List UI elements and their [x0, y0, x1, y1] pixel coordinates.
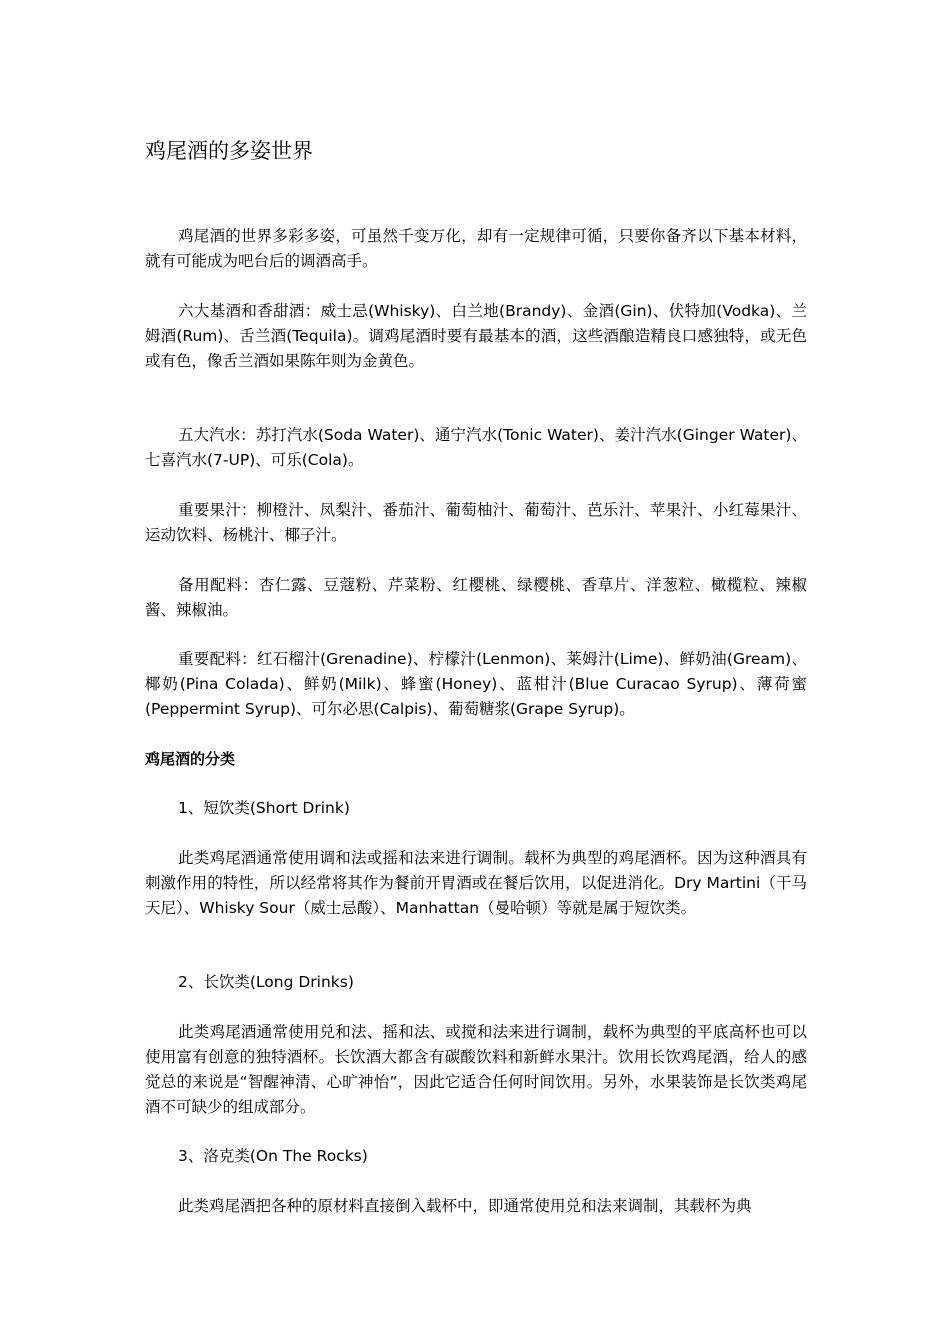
- spare-ingredients-paragraph: 备用配料：杏仁露、豆蔻粉、芹菜粉、红樱桃、绿樱桃、香草片、洋葱粒、橄榄粒、辣椒酱、辣椒油。: [145, 576, 807, 619]
- long-drink-paragraph: 此类鸡尾酒通常使用兑和法、摇和法、或搅和法来进行调制，载杯为典型的平底高杯也可以使用富有创意的独特酒杯。长饮酒大都含有碳酸饮料和新鲜水果汁。饮用长饮鸡尾酒，给人的感觉总的来说是“智醒神清、心旷神怡”，因此它适合任何时间饮用。另外，水果装饰是长饮类鸡尾酒不可缺少的组成部分。: [145, 1023, 807, 1116]
- long-drink-heading: 2、长饮类(Long Drinks): [178, 973, 354, 991]
- juices-paragraph: 重要果汁：柳橙汁、凤梨汁、番茄汁、葡萄柚汁、葡萄汁、芭乐汁、苹果汁、小红莓果汁、运动饮料、杨桃汁、椰子汁。: [145, 501, 807, 544]
- classification-heading: 鸡尾酒的分类: [145, 750, 236, 768]
- rocks-heading: 3、洛克类(On The Rocks): [178, 1147, 368, 1165]
- base-spirits-paragraph: 六大基酒和香甜酒：威士忌(Whisky)、白兰地(Brandy)、金酒(Gin)、伏特加(Vodka)、兰姆酒(Rum)、舌兰酒(Tequila)。调鸡尾酒时要有最基本的酒，这些酒酿造精良口感独特，或无色或有色，像舌兰酒如果陈年则为金黄色。: [145, 302, 807, 370]
- document-title: 鸡尾酒的多姿世界: [145, 139, 313, 163]
- key-ingredients-paragraph: 重要配料：红石榴汁(Grenadine)、柠檬汁(Lenmon)、莱姆汁(Lime)、鲜奶油(Gream)、椰奶(Pina Colada)、鲜奶(Milk)、蜂蜜(Honey)、蓝柑汁(Blue Curacao Syrup)、薄荷蜜(Peppermint Syrup)、可尔必思(Calpis)、葡萄糖浆(Grape Syrup)。: [145, 650, 807, 718]
- intro-paragraph: 鸡尾酒的世界多彩多姿，可虽然千变万化，却有一定规律可循，只要你备齐以下基本材料，就有可能成为吧台后的调酒高手。: [145, 227, 807, 270]
- rocks-paragraph: 此类鸡尾酒把各种的原材料直接倒入载杯中，即通常使用兑和法来调制，其载杯为典: [178, 1197, 752, 1215]
- short-drink-paragraph: 此类鸡尾酒通常使用调和法或摇和法来进行调制。载杯为典型的鸡尾酒杯。因为这种酒具有刺激作用的特性，所以经常将其作为餐前开胃酒或在餐后饮用，以促进消化。Dry Martini（干马天尼）、Whisky Sour（威士忌酸）、Manhattan（曼哈顿）等就是属于短饮类。: [145, 849, 807, 917]
- sodas-paragraph: 五大汽水：苏打汽水(Soda Water)、通宁汽水(Tonic Water)、姜汁汽水(Ginger Water)、七喜汽水(7-UP)、可乐(Cola)。: [145, 426, 807, 469]
- short-drink-heading: 1、短饮类(Short Drink): [178, 799, 350, 817]
